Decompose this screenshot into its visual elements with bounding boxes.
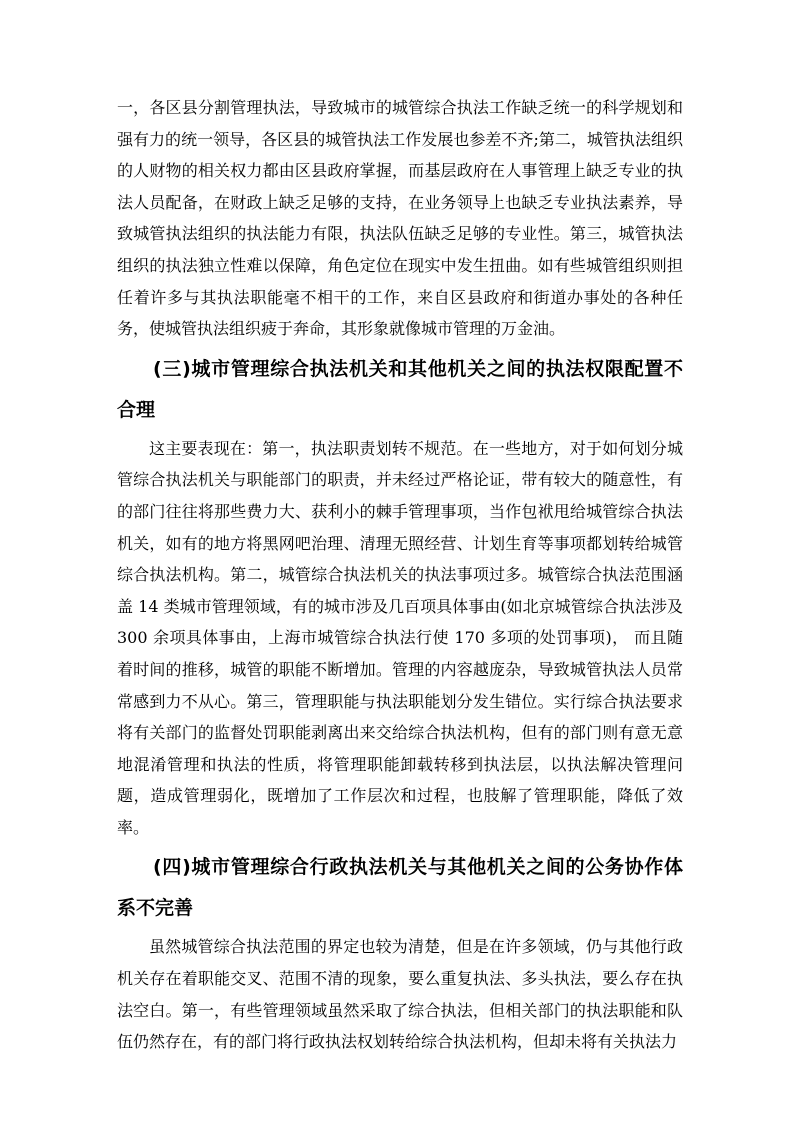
document-page: [117, 92, 683, 1058]
body-paragraph-permissions: 这主要表现在：第一，执法职责划转不规范。在一些地方，对于如何划分城管综合执法机关与职能部门的职责，并未经过严格论证，带有较大的随意性，有的部门往往将那些费力大、获利小的棘手管理事项，当作包袱甩给城管综合执法机关，如有的地方将黑网吧治理、清理无照经营、计划生育等事项都划转给城管综合执法机构。第二，城管综合执法机关的执法事项过多。城管综合执法范围涵盖 14 类城市管理领域，有的城市涉及几百项具体事由(如北京城管综合执法涉及 300 余项具体事由，上海市城管综合执法行使 170 多项的处罚事项)， 而且随着时间的推移，城管的职能不断增加。管理的内容越庞杂，导致城管执法人员常常感到力不从心。第三，管理职能与执法职能划分发生错位。实行综合执法要求将有关部门的监督处罚职能剥离出来交给综合执法机构，但有的部门则有意无意地混淆管理和执法的性质，将管理职能卸载转移到执法层，以执法解决管理问题，造成管理弱化，既增加了工作层次和过程，也肢解了管理职能，降低了效率。: [117, 438, 683, 837]
body-paragraph-cooperation: 虽然城管综合执法范围的界定也较为清楚，但是在许多领域，仍与其他行政机关存在着职能交叉、范围不清的现象，要么重复执法、多头执法，要么存在执法空白。第一，有些管理领域虽然采取了综合执法，但相关部门的执法职能和队伍仍然存在，有的部门将行政执法权划转给综合执法机构，但却未将有关执法力: [117, 937, 683, 1052]
body-paragraph-continued: 一，各区县分割管理执法，导致城市的城管综合执法工作缺乏统一的科学规划和强有力的统一领导，各区县的城管执法工作发展也参差不齐;第二，城管执法组织的人财物的相关权力都由区县政府掌握，而基层政府在人事管理上缺乏专业的执法人员配备，在财政上缺乏足够的支持，在业务领导上也缺乏专业执法素养，导致城管执法组织的执法能力有限，执法队伍缺乏足够的专业性。第三，城管执法组织的执法独立性难以保障，角色定位在现实中发生扭曲。如有些城管组织则担任着许多与其执法职能毫不相干的工作，来自区县政府和街道办事处的各种任务，使城管执法组织疲于奔命，其形象就像城市管理的万金油。: [117, 98, 683, 339]
section-heading-3: (三)城市管理综合执法机关和其他机关之间的执法权限配置不合理: [117, 357, 683, 421]
section-heading-4: (四)城市管理综合行政执法机关与其他机关之间的公务协作体系不完善: [117, 856, 683, 920]
